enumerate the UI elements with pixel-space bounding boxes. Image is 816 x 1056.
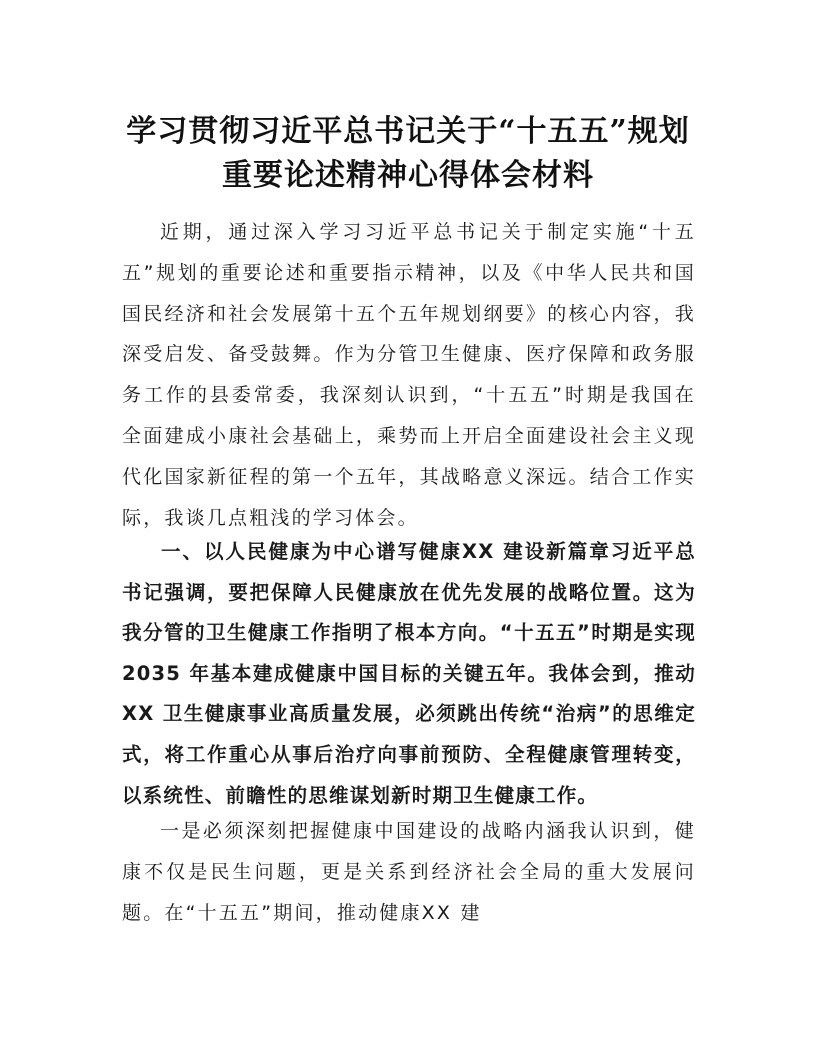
document-title-line-1: 学习贯彻习近平总书记关于“十五五”规划: [126, 114, 690, 149]
intro-paragraph-block: [122, 212, 696, 538]
document-title-line-2: 重要论述精神心得体会材料: [222, 158, 594, 193]
point-one-block: [122, 811, 696, 933]
section-one-heading-block: [122, 532, 696, 816]
section-one-paragraph: 一、以人民健康为中心谱写健康XX 建设新篇章习近平总书记强调，要把保障人民健康放在优先发展的战略位置。这为我分管的卫生健康工作指明了根本方向。“十五五”时期是实现2035 年基本建成健康中国目标的关键五年。我体会到，推动XX 卫生健康事业高质量发展，必须跳出传统“治病”的思维定式，将工作重心从事后治疗向事前预防、全程健康管理转变，以系统性、前瞻性的思维谋划新时期卫生健康工作。: [122, 540, 696, 807]
point-one-paragraph: 一是必须深刻把握健康中国建设的战略内涵我认识到，健康不仅是民生问题，更是关系到经济社会全局的重大发展问题。在“十五五”期间，推动健康XX 建: [122, 820, 696, 924]
intro-paragraph: 近期，通过深入学习习近平总书记关于制定实施“十五五”规划的重要论述和重要指示精神，以及《中华人民共和国国民经济和社会发展第十五个五年规划纲要》的核心内容，我深受启发、备受鼓舞。作为分管卫生健康、医疗保障和政务服务工作的县委常委，我深刻认识到，“十五五”时期是我国在全面建成小康社会基础上，乘势而上开启全面建设社会主义现代化国家新征程的第一个五年，其战略意义深远。结合工作实际，我谈几点粗浅的学习体会。: [122, 221, 696, 529]
